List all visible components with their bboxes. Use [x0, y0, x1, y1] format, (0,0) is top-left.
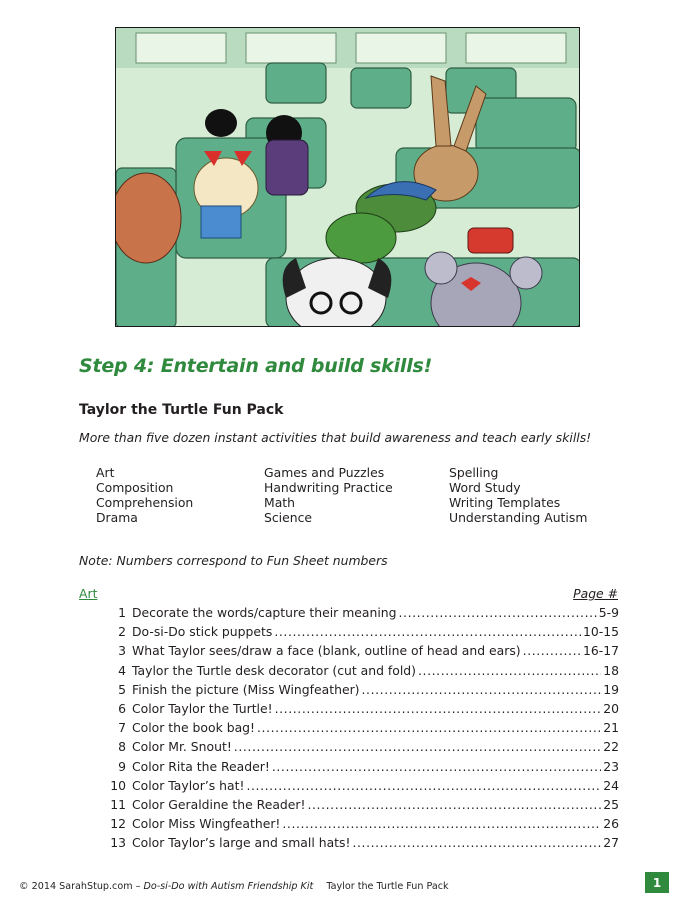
category-item: Handwriting Practice [264, 480, 393, 495]
footer-pack-title: Taylor the Turtle Fun Pack [326, 881, 449, 892]
category-item: Understanding Autism [449, 510, 588, 525]
category-item: Comprehension [96, 495, 194, 510]
toc-title: Decorate the words/capture their meaning [132, 605, 397, 620]
toc-page: 26 [603, 816, 619, 832]
toc-row [96, 701, 619, 720]
note: Note: Numbers correspond to Fun Sheet numbers [79, 553, 388, 568]
category-item: Writing Templates [449, 495, 561, 510]
toc-page: 21 [603, 720, 619, 736]
toc-page: 23 [603, 758, 619, 774]
toc-number: 3 [118, 643, 126, 659]
toc-leader [523, 643, 581, 658]
toc-leader [282, 816, 601, 831]
toc-page: 25 [603, 796, 619, 812]
step-title: Step 4: Entertain and build skills! [79, 355, 433, 377]
page-column-header: Page # [573, 586, 618, 601]
toc-title: Color the book bag! [132, 720, 255, 736]
toc-number: 6 [118, 700, 126, 716]
toc-row [96, 739, 619, 758]
toc-title: Color Taylor’s large and small hats! [132, 835, 351, 851]
toc-page: 22 [603, 739, 619, 755]
toc-leader [399, 605, 597, 620]
toc-number: 9 [118, 758, 126, 774]
toc-number: 5 [118, 681, 126, 697]
toc-leader [257, 720, 601, 735]
toc-title: Finish the picture (Miss Wingfeather) [132, 681, 360, 697]
category-item: Spelling [449, 465, 499, 480]
toc-title: What Taylor sees/draw a face (blank, outline of head and ears) [132, 643, 521, 659]
toc-page: 27 [603, 835, 619, 851]
toc-leader [362, 682, 602, 697]
toc-row [96, 720, 619, 739]
toc-page: 16-17 [582, 643, 619, 659]
footer-kit-title: Do-si-Do with Autism Friendship Kit [143, 881, 314, 892]
category-item: Composition [96, 480, 174, 495]
toc-leader [275, 701, 602, 716]
toc-row [96, 835, 619, 854]
toc-row [96, 643, 619, 662]
toc-number: 11 [110, 796, 126, 812]
toc-row [96, 624, 619, 643]
toc-row [96, 759, 619, 778]
toc-number: 12 [110, 816, 126, 832]
toc-leader [272, 759, 601, 774]
pack-title: Taylor the Turtle Fun Pack [79, 402, 284, 418]
toc-title: Color Taylor the Turtle! [132, 700, 273, 716]
toc-leader [234, 739, 601, 754]
page-number-badge: 1 [645, 872, 669, 893]
toc-title: Taylor the Turtle desk decorator (cut and fold) [132, 662, 416, 678]
bus-illustration [115, 27, 580, 327]
toc-leader [418, 663, 601, 678]
toc-leader [246, 778, 601, 793]
toc-title: Color Mr. Snout! [132, 739, 232, 755]
toc-page: 24 [603, 777, 619, 793]
category-item: Drama [96, 510, 138, 525]
toc-leader [352, 835, 601, 850]
toc-number: 4 [118, 662, 126, 678]
toc-page: 10-15 [582, 624, 619, 640]
category-column-1 [96, 465, 193, 525]
toc-row [96, 797, 619, 816]
toc-row [96, 816, 619, 835]
toc-row [96, 663, 619, 682]
toc-number: 1 [118, 605, 126, 620]
toc-title: Color Taylor’s hat! [132, 777, 245, 793]
toc-title: Color Rita the Reader! [132, 758, 270, 774]
toc-leader [307, 797, 601, 812]
toc-page: 20 [603, 700, 619, 716]
category-item: Art [96, 465, 115, 480]
table-of-contents [96, 605, 619, 854]
toc-page: 18 [603, 662, 619, 678]
category-item: Math [264, 495, 295, 510]
category-item: Games and Puzzles [264, 465, 385, 480]
toc-number: 7 [118, 720, 126, 736]
toc-row [96, 682, 619, 701]
category-item: Word Study [449, 480, 521, 495]
toc-row [96, 605, 619, 624]
toc-page: 19 [603, 681, 619, 697]
toc-number: 13 [110, 835, 126, 851]
toc-title: Color Geraldine the Reader! [132, 796, 306, 812]
toc-number: 2 [118, 624, 126, 640]
category-column-2 [264, 465, 393, 525]
toc-title: Color Miss Wingfeather! [132, 816, 281, 832]
toc-page: 5-9 [598, 605, 619, 620]
section-link-art[interactable]: Art [79, 586, 98, 601]
toc-leader [274, 624, 581, 639]
toc-title: Do-si-Do stick puppets [132, 624, 273, 640]
toc-row [96, 778, 619, 797]
page-footer [19, 881, 449, 892]
footer-copyright: © 2014 SarahStup.com – [19, 881, 141, 892]
category-column-3 [449, 465, 587, 525]
toc-number: 8 [118, 739, 126, 755]
bus-interior-animals-illustration [116, 28, 580, 327]
toc-number: 10 [110, 777, 126, 793]
category-item: Science [264, 510, 313, 525]
pack-subtitle: More than five dozen instant activities that build awareness and teach early skills! [79, 430, 592, 445]
